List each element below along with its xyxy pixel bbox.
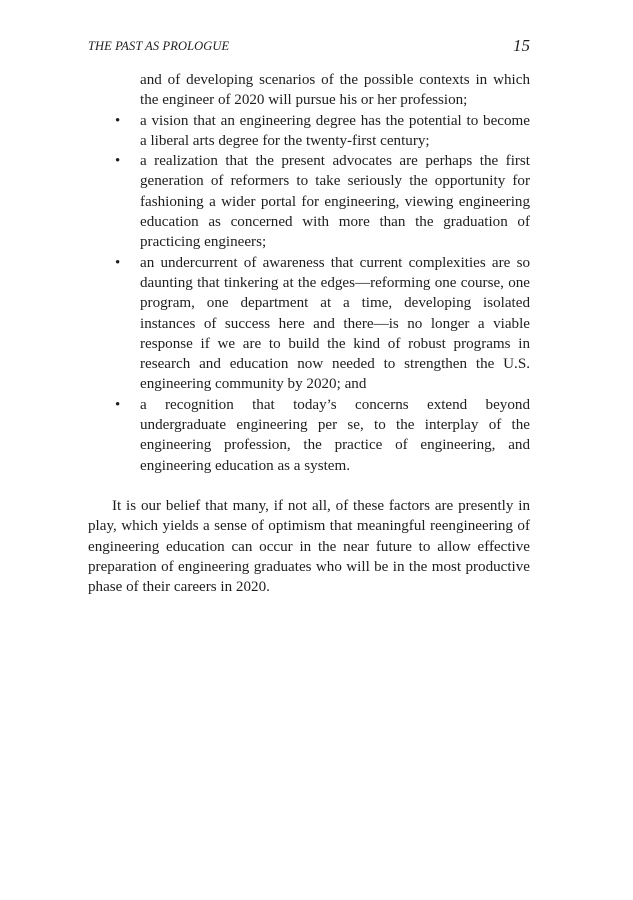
bullet-icon: • — [115, 254, 121, 271]
list-item-text: a vision that an engineering degree has the potential to become a liberal arts degree for the twenty-first century; — [140, 112, 530, 149]
running-title: THE PAST AS PROLOGUE — [88, 39, 230, 53]
continued-list-item: and of developing scenarios of the possible contexts in which the engineer of 2020 will pursue his or her profession; — [140, 72, 530, 109]
list-item-text: an undercurrent of awareness that current complexities are so daunting that tinkering at the edges—reforming one course, one program, one department at a time, developing isolated instances of success here and there—is no longer a viable response if we are to build the kind of robust programs in research and education now needed to strengthen the U.S. engineering community by 2020; and — [140, 254, 530, 393]
list-item-text: a recognition that today’s concerns extend beyond undergraduate engineering per se, to the interplay of the engineering profession, the practice of engineering, and engineering education as a system. — [140, 396, 530, 474]
list-item-text: a realization that the present advocates are perhaps the first generation of reformers to take seriously the opportunity for fashioning a wider portal for engineering, viewing engineering education as concerned with more than the graduation of practicing engineers; — [140, 153, 530, 251]
bullet-icon: • — [115, 396, 121, 413]
list-item — [88, 151, 530, 252]
bullet-icon: • — [115, 153, 121, 170]
body-text — [88, 70, 530, 597]
bullet-icon: • — [115, 112, 121, 129]
factor-list — [88, 111, 530, 476]
running-head — [88, 37, 530, 57]
closing-paragraph: It is our belief that many, if not all, of these factors are presently in play, which yields a sense of optimism that meaningful reengineering of engineering education can occur in the near future to allow effective preparation of engineering graduates who will be in the most productive phase of their careers in 2020. — [88, 497, 530, 596]
page-number: 15 — [513, 36, 530, 55]
list-item — [88, 111, 530, 152]
list-item — [88, 395, 530, 476]
list-item — [88, 253, 530, 395]
